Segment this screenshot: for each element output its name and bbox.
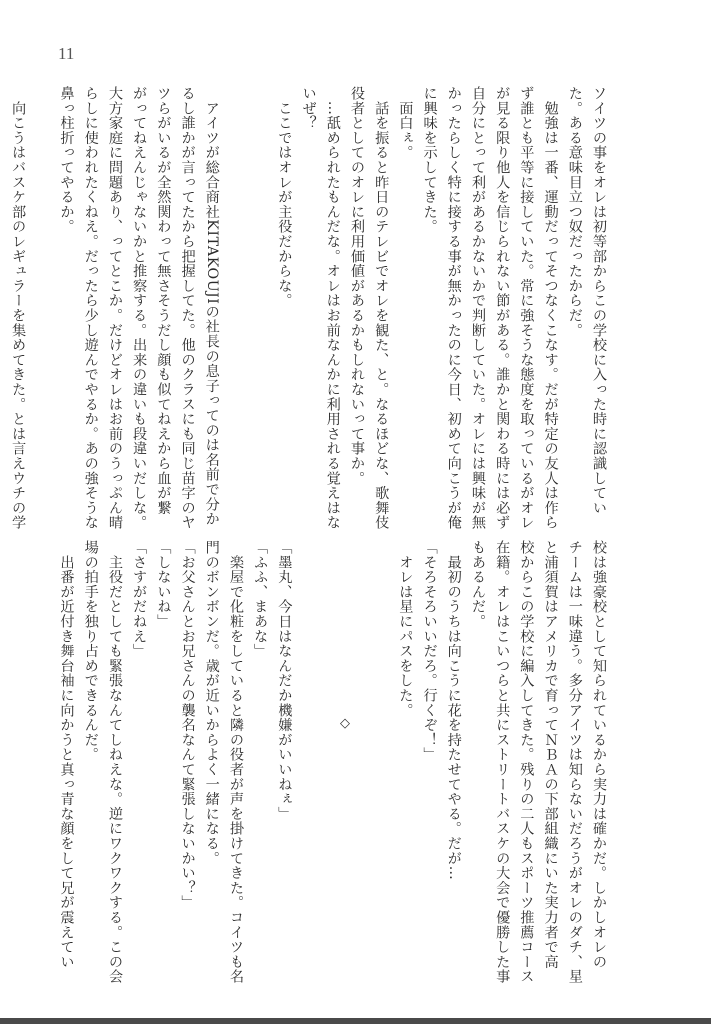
text-line: 場の拍手を独り占めできるんだ。 (82, 540, 99, 762)
text-line: が見る限り他人を信じられない節がある。誰かと関わる時には必ず (494, 86, 511, 530)
text-line: がってねえんじゃないかと推察する。出来の違いも段違いだしな。 (131, 86, 148, 530)
text-line: 出番が近付き舞台袖に向かうと真っ青な顔をして兄が震えてい (58, 540, 75, 970)
text-line: ツらがいるが全然関わって無さそうだし顔も似てねえから血が繋 (155, 86, 172, 516)
text-line: 面白ぇ。 (397, 86, 414, 160)
text-line: もあるんだ。 (469, 540, 486, 629)
text-line: らしに使われたくねえ。だったら少し遊んでやるか。あの強そうな (82, 86, 99, 530)
bottom-bar (0, 1018, 711, 1024)
text-line: 勉強は一番、運動だってそつなくこなす。だが特定の友人は作ら (542, 86, 559, 530)
text-line (224, 86, 248, 500)
text-line: 自分にとって利があるかないかで判断していた。オレには興味が無 (469, 86, 486, 530)
text-line: 「さすがだねえ」 (131, 540, 148, 659)
text-line: …舐められたもんだな。オレはお前なんかに利用される覚えはな (324, 86, 341, 530)
text-line: 「ふふ、まあな」 (252, 540, 269, 659)
text-column-bottom (58, 540, 611, 984)
text-line: オレは星にパスをした。 (397, 540, 414, 718)
text-column-top (10, 86, 611, 530)
text-line: 校は強豪校として知られているから実力は確かだ。しかしオレの (591, 540, 607, 970)
text-line: 在籍。オレはこいつらと共にストリートバスケの大会で優勝した事 (494, 540, 511, 984)
text-line: ソイツの事をオレは初等部からこの学校に入った時に認識してい (591, 86, 607, 516)
text-line (296, 540, 320, 940)
text-line: いぜ？ (300, 86, 317, 131)
text-line: 大方家庭に問題あり、ってとこか。だけどオレはお前のうっぷん晴 (106, 86, 123, 530)
scene-break-diamond: ◇ (340, 716, 350, 731)
text-line: 校からこの学校に編入してきた。残りの二人もスポーツ推薦コース (518, 540, 535, 984)
text-line: 「墨丸、今日はなんだか機嫌がいいねぇ」 (276, 540, 293, 822)
text-line: と浦須賀はアメリカで育ってＮＢＡの下部組織にいた実力者で高 (542, 540, 559, 970)
text-line: アイツが総合商社KITAKOUJIの社長の息子ってのは名前で分か (203, 86, 220, 527)
text-line: 門のボンボンだ。歳が近いからよく一緒になる。 (203, 540, 220, 866)
text-line: 「お父さんとお兄さんの襲名なんて緊張しないかい？」 (179, 540, 196, 910)
text-line: チームは一味違う。多分アイツは知らないだろうがオレのダチ、星 (566, 540, 583, 984)
text-line: ここではオレが主役だからな。 (276, 86, 293, 308)
text-line (369, 540, 393, 940)
text-line: 「そろそろいいだろ。行くぞ！」 (421, 540, 438, 762)
text-line: 話を振ると昨日のテレビでオレを観た、と。なるほどな、歌舞伎 (373, 86, 390, 530)
text-line: 主役だとしても緊張なんてしねえな。逆にワクワクする。この会 (106, 540, 123, 984)
text-line: 役者としてのオレに利用価値があるかもしれないって事か。 (348, 86, 365, 486)
text-line (30, 86, 54, 500)
page-number: 11 (58, 44, 75, 63)
text-line: ず誰とも平等に接していた。常に強そうな態度を取っているがオレ (518, 86, 535, 530)
text-line: 楽屋で化粧をしていると隣の役者が声を掛けてきた。コイツも名 (227, 540, 244, 984)
text-line: 向こうはバスケ部のレギュラーを集めてきた。とは言えウチの学 (10, 86, 27, 530)
text-line (248, 86, 272, 500)
text-line (321, 540, 345, 940)
text-line: 最初のうちは向こうに花を持たせてやる。だが… (445, 540, 462, 881)
text-line: 鼻っ柱折ってやるか。 (58, 86, 75, 234)
text-line: に興味を示してきた。 (421, 86, 438, 234)
text-line (345, 540, 369, 940)
text-line: るし誰かが言ってたから把握してた。他のクラスにも同じ苗字のヤ (179, 86, 196, 530)
text-line: 「しないね」 (155, 540, 172, 629)
text-line: かったらしく特に接する事が無かったのに今日、初めて向こうが俺 (445, 86, 462, 530)
text-line: た。ある意味目立つ奴だったからだ。 (566, 86, 583, 338)
